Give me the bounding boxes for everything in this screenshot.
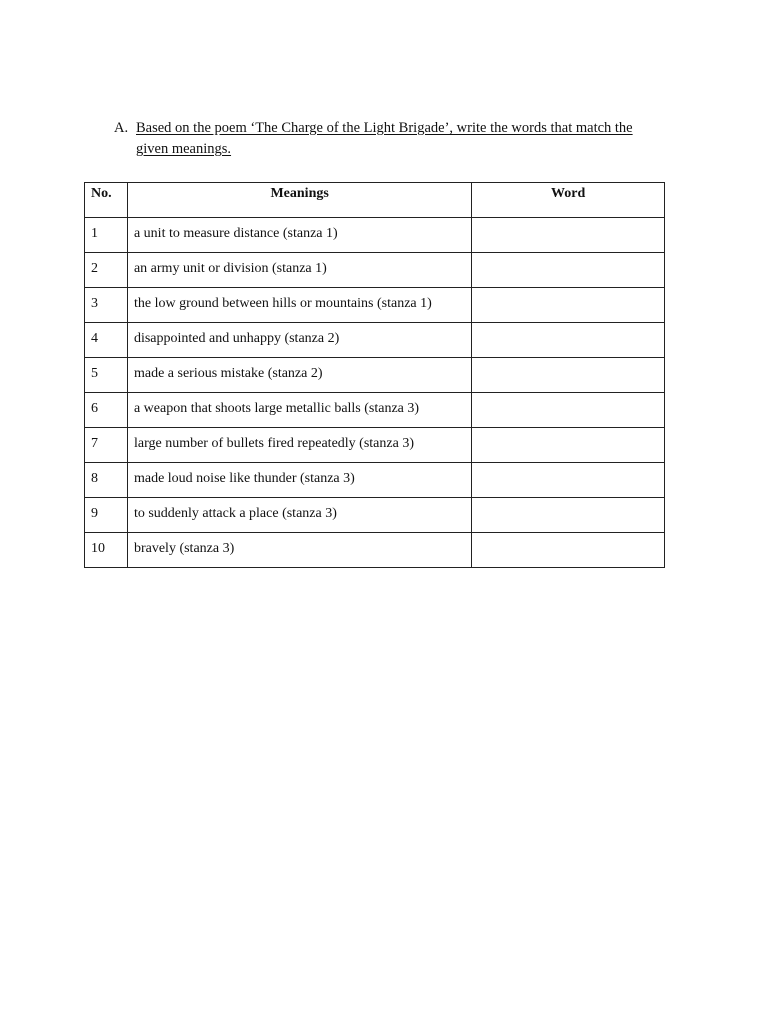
row-number: 2 — [85, 253, 128, 288]
row-meaning: to suddenly attack a place (stanza 3) — [127, 498, 471, 533]
row-word-answer[interactable] — [472, 463, 665, 498]
instruction-line-1-text: Based on the poem ‘The Charge of the Light Brigade’, write the words that match the — [136, 120, 633, 136]
row-meaning: the low ground between hills or mountains (stanza 1) — [127, 288, 471, 323]
header-word: Word — [472, 183, 665, 218]
row-meaning: made loud noise like thunder (stanza 3) — [127, 463, 471, 498]
row-meaning: a unit to measure distance (stanza 1) — [127, 218, 471, 253]
row-word-answer[interactable] — [472, 393, 665, 428]
table-header-row — [85, 183, 665, 218]
instruction-text — [136, 118, 666, 160]
row-word-answer[interactable] — [472, 498, 665, 533]
table-row — [85, 498, 665, 533]
row-meaning: a weapon that shoots large metallic balls (stanza 3) — [127, 393, 471, 428]
header-no: No. — [85, 183, 128, 218]
table-row — [85, 358, 665, 393]
row-number: 9 — [85, 498, 128, 533]
table-row — [85, 428, 665, 463]
instruction-line-1 — [136, 118, 666, 139]
row-meaning: large number of bullets fired repeatedly (stanza 3) — [127, 428, 471, 463]
row-word-answer[interactable] — [472, 428, 665, 463]
row-number: 5 — [85, 358, 128, 393]
row-number: 10 — [85, 533, 128, 568]
row-number: 6 — [85, 393, 128, 428]
table-row — [85, 218, 665, 253]
row-meaning: made a serious mistake (stanza 2) — [127, 358, 471, 393]
table-row — [85, 533, 665, 568]
instruction-line-2-text: given meanings. — [136, 141, 232, 157]
table-row — [85, 393, 665, 428]
row-number: 8 — [85, 463, 128, 498]
instruction-marker: A. — [114, 120, 129, 136]
row-word-answer[interactable] — [472, 253, 665, 288]
table-row — [85, 288, 665, 323]
row-word-answer[interactable] — [472, 358, 665, 393]
row-word-answer[interactable] — [472, 323, 665, 358]
row-word-answer[interactable] — [472, 218, 665, 253]
row-meaning: an army unit or division (stanza 1) — [127, 253, 471, 288]
row-number: 4 — [85, 323, 128, 358]
header-meanings: Meanings — [127, 183, 471, 218]
row-word-answer[interactable] — [472, 533, 665, 568]
row-meaning: disappointed and unhappy (stanza 2) — [127, 323, 471, 358]
table-row — [85, 323, 665, 358]
table-row — [85, 253, 665, 288]
row-meaning: bravely (stanza 3) — [127, 533, 471, 568]
row-word-answer[interactable] — [472, 288, 665, 323]
table-row — [85, 463, 665, 498]
vocabulary-table — [84, 182, 665, 568]
row-number: 1 — [85, 218, 128, 253]
row-number: 3 — [85, 288, 128, 323]
instruction-line-2 — [136, 139, 666, 160]
row-number: 7 — [85, 428, 128, 463]
